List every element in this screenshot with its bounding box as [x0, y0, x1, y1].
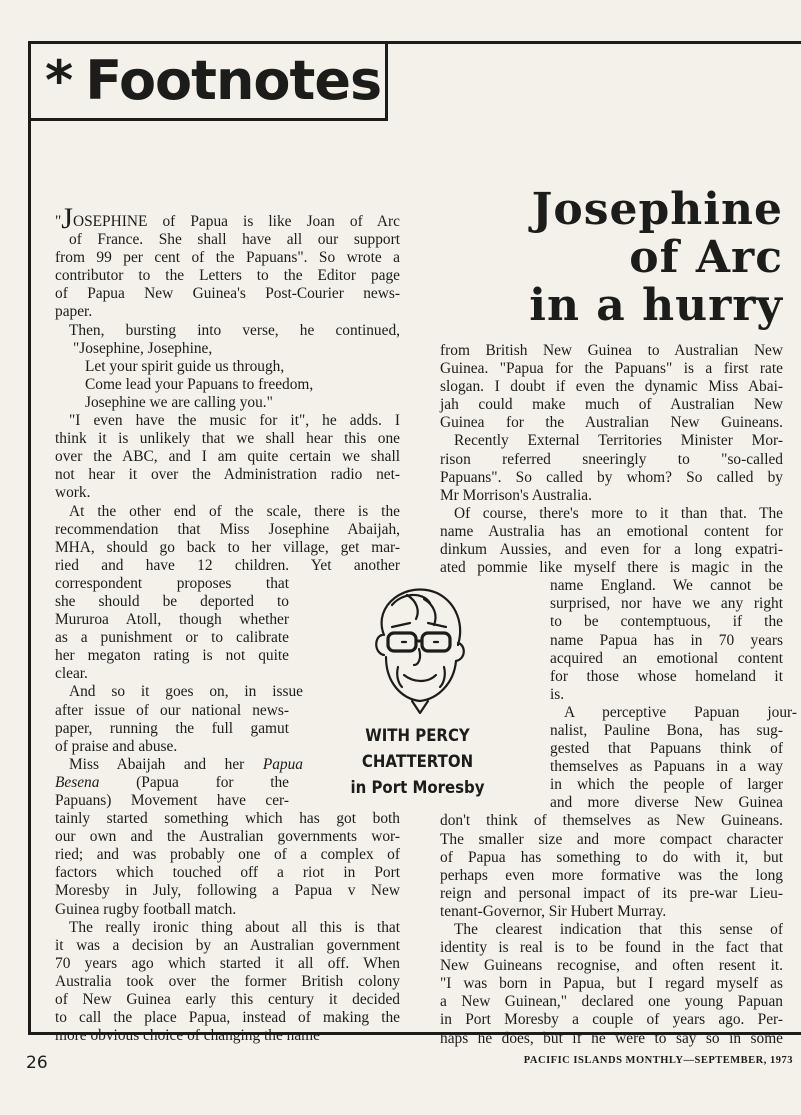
text-line: The really ironic thing about all this is that [69, 918, 400, 936]
text-line: The clearest indication that this sense of [454, 921, 783, 938]
text-line: factors which touched off a riot in Port [55, 864, 400, 882]
headline-line: in a hurry [529, 280, 783, 331]
text-line: nalist, Pauline Bona, has sug- [550, 721, 783, 739]
text-line: New Guineans recognise, and often resent it. [440, 957, 783, 975]
text-line: acquired an emotional content [550, 649, 783, 667]
text-line: Papuans) Movement have cer- [55, 792, 289, 809]
text-line: rison referred sneeringly to "so-called [440, 450, 783, 468]
text-line: Besena (Papua for the [55, 773, 289, 791]
caricature-portrait-icon [362, 575, 474, 715]
text-line: recommendation that Miss Josephine Abaijah, [55, 520, 400, 538]
text-line: ried and have 12 children. Yet another [55, 556, 400, 574]
text-line: Mr Morrison's Australia. [440, 486, 592, 504]
text-line: clear. [55, 665, 88, 683]
frame-left-rule [28, 41, 31, 1034]
open-quote: " [55, 213, 62, 230]
text-line: in which the people of larger [550, 776, 783, 794]
text-line: Let your spirit guide us through, [85, 357, 285, 375]
text-line: her megaton rating is not quite [55, 647, 289, 665]
text-line: after issue of our national news- [55, 701, 289, 719]
text-line: correspondent proposes that [55, 574, 289, 592]
text-line: slogan. I doubt if even the dynamic Miss Abai- [440, 378, 783, 396]
text-line: our own and the Australian governments wor- [55, 828, 400, 846]
text-line: name Papua has in 70 years [550, 631, 783, 649]
text-line: Guinea rugby football match. [55, 900, 237, 918]
text-line: a New Guinean," declared one young Papuan [440, 993, 783, 1011]
text-line: tenant-Governor, Sir Hubert Murray. [440, 902, 667, 920]
asterisk-icon: * [45, 49, 74, 112]
text-line: not hear it over the Administration radio net- [55, 466, 400, 484]
text-line: she should be deported to [55, 592, 289, 610]
text-line: of France. She shall have all our support [69, 231, 400, 249]
text-line: Papuans". So called by whom? So called by [440, 468, 783, 486]
text-line: over the ABC, and I am quite certain we shall [55, 448, 400, 466]
text-line: name England. We cannot be [550, 577, 783, 595]
section-title: Footnotes [85, 49, 382, 112]
text-line: of New Guinea early this century it decided [55, 991, 400, 1009]
text-line: Come lead your Papuans to freedom, [85, 375, 314, 393]
text-line: don't think of themselves as New Guineans. [440, 812, 783, 830]
text-line: for those whose homeland it [550, 667, 783, 685]
right-text-column [440, 342, 797, 1048]
section-header-box [28, 41, 388, 121]
text-line: Guinea. "Papua for the Papuans" is a first rate [440, 360, 783, 378]
text-line: Australia took over the former British colony [55, 972, 400, 990]
text-line: of Papua has something to do with it, but [440, 848, 783, 866]
text-line: of Papua New Guinea's Post-Courier news- [55, 285, 400, 303]
text-line: 70 years ago which started it all off. When [55, 954, 400, 972]
text-line: it was a decision by an Australian government [55, 936, 400, 954]
text-line: as a punishment or to calibrate [55, 629, 289, 647]
text-line: And so it goes on, in issue [69, 683, 303, 701]
text-line: reign and personal impact of its pre-war Lieu- [440, 884, 783, 902]
text-line: Recently External Territories Minister Mor- [454, 432, 783, 450]
text-line: Miss Abaijah and her Papua [69, 755, 303, 773]
text-line: Josephine we are calling you." [85, 393, 273, 411]
headline-line: of Arc [629, 232, 783, 283]
page-number: 26 [26, 1053, 48, 1073]
italic-term: Besena [55, 773, 100, 791]
text-line: paper. [55, 303, 93, 321]
text-line: think it is unlikely that we shall hear this one [55, 430, 400, 448]
text-line: themselves as Papuans in a way [550, 758, 783, 776]
text-line: more obvious choice of changing the name [55, 1027, 320, 1045]
text-line: contributor to the Letters to the Editor page [55, 267, 400, 285]
text-line: is. [550, 685, 565, 703]
text-line: paper, running the full gamut [55, 719, 289, 737]
text-line: and more diverse New Guinea [550, 794, 783, 812]
text-line: tainly started something which has got both [55, 810, 400, 828]
text-line: Guinea for the Australian New Guineans. [440, 414, 783, 432]
text-line: At the other end of the scale, there is the [69, 502, 400, 520]
running-footer: PACIFIC ISLANDS MONTHLY—SEPTEMBER, 1973 [523, 1055, 793, 1066]
author-byline [314, 723, 521, 801]
text-line: Of course, there's more to it than that. The [454, 504, 783, 522]
text-line: of praise and abuse. [55, 737, 178, 755]
text-line: gested that Papuans think of [550, 740, 783, 758]
opening-line [55, 202, 400, 235]
text-line: from 99 per cent of the Papuans". So wrote a [55, 249, 400, 267]
text-line: to call the place Papua, instead of making the [55, 1009, 400, 1027]
text-line: to be contemptuous, if the [550, 613, 783, 631]
headline-line: Josephine [531, 184, 783, 235]
text-line: Then, bursting into verse, he continued, [69, 321, 400, 339]
left-text-column [55, 202, 400, 1045]
author-location: in Port Moresby [350, 778, 485, 798]
text-line: surprised, nor have we any right [550, 595, 783, 613]
text-line: dinkum Aussies, and even for a long expatri- [440, 541, 783, 559]
text-line: from British New Guinea to Australian New [440, 342, 783, 359]
text-line: MHA, should go back to her village, get mar- [55, 538, 400, 556]
drop-cap: J [61, 202, 73, 235]
text-line: work. [55, 484, 91, 502]
article-headline [463, 186, 783, 330]
italic-term: Papua [262, 755, 303, 773]
text-line: The smaller size and more compact character [440, 830, 783, 848]
text-line: haps he does, but if he were to say so in some [440, 1029, 783, 1047]
text-line: name Australia has an emotional content for [440, 522, 783, 540]
text-line: "I was born in Papua, but I regard myself as [440, 975, 783, 993]
text-line: identity is real is to be found in the fact that [440, 939, 783, 957]
text-line: jah could make much of Australian New [440, 396, 783, 414]
text-line: "I even have the music for it", he adds. I [69, 412, 400, 430]
text-line: ried; and was probably one of a complex of [55, 846, 400, 864]
text-line: perhaps even more formative was the long [440, 866, 783, 884]
author-name: WITH PERCY CHATTERTON [361, 726, 474, 772]
text-line: A perceptive Papuan jour- [564, 703, 797, 721]
text-line: ated pommie like myself there is magic in the [440, 559, 783, 577]
text-line: Moresby in July, following a Papua v New [55, 882, 400, 900]
text-line: Mururoa Atoll, though whether [55, 611, 289, 629]
text-line: in Port Moresby a couple of years ago. Per- [440, 1011, 783, 1029]
opening-text: OSEPHINE of Papua is like Joan of Arc [72, 213, 400, 230]
text-line: "Josephine, Josephine, [73, 339, 213, 357]
